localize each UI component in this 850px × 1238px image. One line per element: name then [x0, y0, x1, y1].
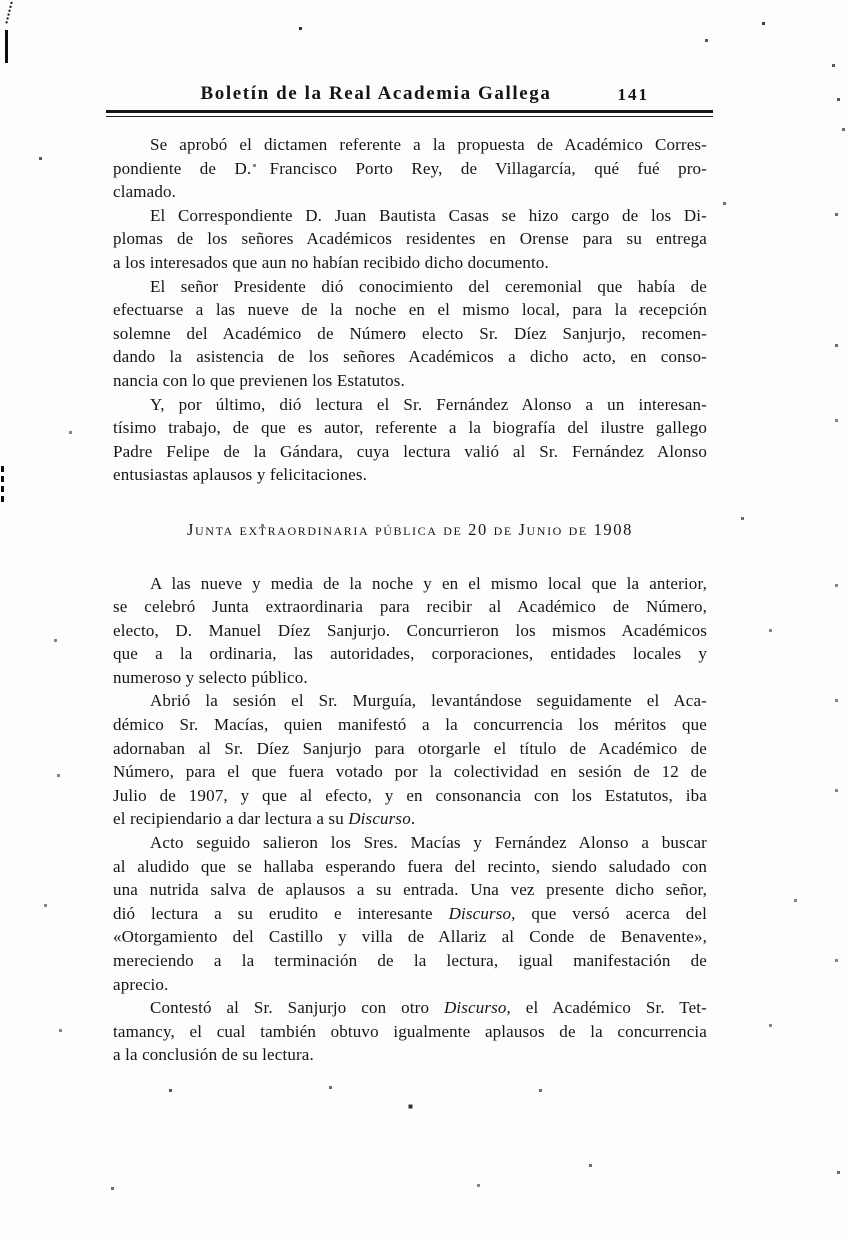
paragraph	[113, 996, 707, 1067]
text-line: una nutrida salva de aplausos a su entrada. Una vez presente dicho señor,	[113, 880, 707, 900]
ink-mark	[5, 30, 8, 63]
paragraph	[113, 204, 707, 275]
paragraph	[113, 275, 707, 393]
text-line: tamancy, el cual también obtuvo igualmente aplausos de la concurrencia	[113, 1021, 707, 1041]
section-heading: Junta extraordinaria pública de 20 de Junio de 1908	[187, 519, 633, 539]
text-line: adornaban al Sr. Díez Sanjurjo para otorgarle el título de Académico de	[113, 738, 707, 758]
text-line: dió lectura a su erudito e interesante Discurso, que versó acerca del	[113, 903, 707, 923]
text-line: tísimo trabajo, de que es autor, referente a la biografía del ilustre gallego	[113, 418, 707, 438]
text-line: mereciendo a la terminación de la lectura, igual manifestación de	[113, 951, 707, 970]
text-line: nancia con lo que previenen los Estatutos.	[113, 370, 405, 390]
paragraph	[113, 572, 707, 690]
text-line: Se aprobó el dictamen referente a la propuesta de Académico Corres-	[150, 135, 707, 154]
journal-title: Boletín de la Real Academia Gallega	[200, 83, 552, 104]
text-line: solemne del Académico de Número electo Sr. Díez Sanjurjo, recomen-	[113, 323, 707, 343]
text-line: numeroso y selecto público.	[113, 667, 308, 687]
text-line: aprecio.	[113, 974, 169, 994]
text-line: dando la asistencia de los señores Académicos a dicho acto, en conso-	[113, 347, 707, 367]
text-line: «Otorgamiento del Castillo y villa de Allariz al Conde de Benavente»,	[113, 927, 707, 947]
text-line: Número, para el que fuera votado por la colectividad en sesión de 12 de	[113, 762, 707, 782]
paragraph	[113, 393, 707, 487]
paragraph	[113, 831, 707, 996]
text-line: entusiastas aplausos y felicitaciones.	[113, 465, 368, 485]
text-line: clamado.	[113, 182, 177, 202]
text-line: plomas de los señores Académicos residentes en Orense para su entrega	[113, 229, 707, 249]
page-number: 141	[617, 85, 649, 104]
text-line: El señor Presidente dió conocimiento del ceremonial que había de	[150, 276, 707, 296]
text-line: pondiente de D. Francisco Porto Rey, de Villagarcía, qué fué pro-	[113, 158, 707, 178]
text-line: Abrió la sesión el Sr. Murguía, levantándose seguidamente el Aca-	[150, 691, 707, 711]
text-line: a la conclusión de su lectura.	[113, 1045, 314, 1065]
text-line: Julio de 1907, y que al efecto, y en consonancia con los Estatutos, iba	[113, 785, 707, 805]
paragraph	[113, 689, 707, 831]
ink-mark	[1, 466, 4, 502]
text-line: démico Sr. Macías, quien manifestó a la concurrencia los méritos que	[113, 715, 707, 735]
text-line: electo, D. Manuel Díez Sanjurjo. Concurrieron los mismos Académicos	[113, 620, 707, 640]
text-line: que a la ordinaria, las autoridades, corporaciones, entidades locales y	[113, 644, 707, 664]
running-header	[113, 83, 707, 107]
text-line: el recipiendario a dar lectura a su Discurso.	[113, 809, 416, 829]
text-line: al aludido que se hallaba esperando fuera del recinto, siendo saludado con	[113, 856, 707, 876]
header-rule	[106, 110, 713, 117]
scan-noise	[0, 0, 1, 1]
text-block	[113, 133, 707, 1067]
text-line: Padre Felipe de la Gándara, cuya lectura valió al Sr. Fernández Alonso	[113, 441, 707, 461]
text-line: Contestó al Sr. Sanjurjo con otro Discurso, el Académico Sr. Tet-	[150, 998, 707, 1018]
text-line: se celebró Junta extraordinaria para recibir al Académico de Número,	[113, 597, 707, 617]
text-line: Acto seguido salieron los Sres. Macías y Fernández Alonso a buscar	[150, 833, 707, 853]
text-line: El Correspondiente D. Juan Bautista Casas se hizo cargo de los Di-	[150, 205, 707, 225]
text-line: A las nueve y media de la noche y en el mismo local que la anterior,	[150, 573, 707, 593]
text-line: Y, por último, dió lectura el Sr. Fernández Alonso a un interesan-	[150, 394, 707, 414]
paragraph	[113, 133, 707, 204]
ink-mark	[5, 2, 15, 25]
text-line: a los interesados que aun no habían recibido dicho documento.	[113, 252, 549, 272]
text-line: efectuarse a las nueve de la noche en el mismo local, para la recepción	[113, 300, 707, 320]
